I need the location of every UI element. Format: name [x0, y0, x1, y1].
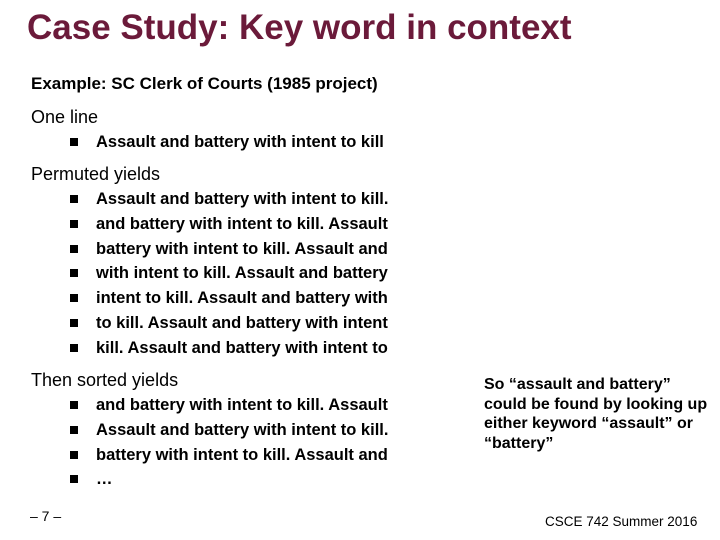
list-item: … — [70, 467, 388, 492]
section-heading-one-line: One line — [31, 107, 99, 127]
list-item: Assault and battery with intent to kill. — [70, 187, 388, 212]
keyword-note: So “assault and battery” could be found by looking up either keyword “assault” or “battery” — [484, 376, 708, 452]
list-item: intent to kill. Assault and battery with — [70, 286, 388, 311]
list-item: kill. Assault and battery with intent to — [70, 336, 388, 361]
sorted-list — [70, 393, 388, 492]
slide-title: Case Study: Key word in context — [27, 8, 572, 47]
list-item: battery with intent to kill. Assault and — [70, 237, 388, 262]
list-item: Assault and battery with intent to kill — [70, 130, 384, 155]
page-number: – 7 – — [30, 508, 62, 524]
slide-subtitle: Example: SC Clerk of Courts (1985 project) — [31, 74, 378, 93]
list-item: and battery with intent to kill. Assault — [70, 212, 388, 237]
list-item: Assault and battery with intent to kill. — [70, 418, 388, 443]
list-item: with intent to kill. Assault and battery — [70, 261, 388, 286]
footer-course: CSCE 742 Summer 2016 — [545, 514, 698, 529]
one-line-list — [70, 130, 384, 155]
list-item: battery with intent to kill. Assault and — [70, 443, 388, 468]
section-heading-permuted: Permuted yields — [31, 164, 161, 184]
permuted-list — [70, 187, 388, 361]
list-item: and battery with intent to kill. Assault — [70, 393, 388, 418]
section-heading-sorted: Then sorted yields — [31, 370, 179, 390]
list-item: to kill. Assault and battery with intent — [70, 311, 388, 336]
